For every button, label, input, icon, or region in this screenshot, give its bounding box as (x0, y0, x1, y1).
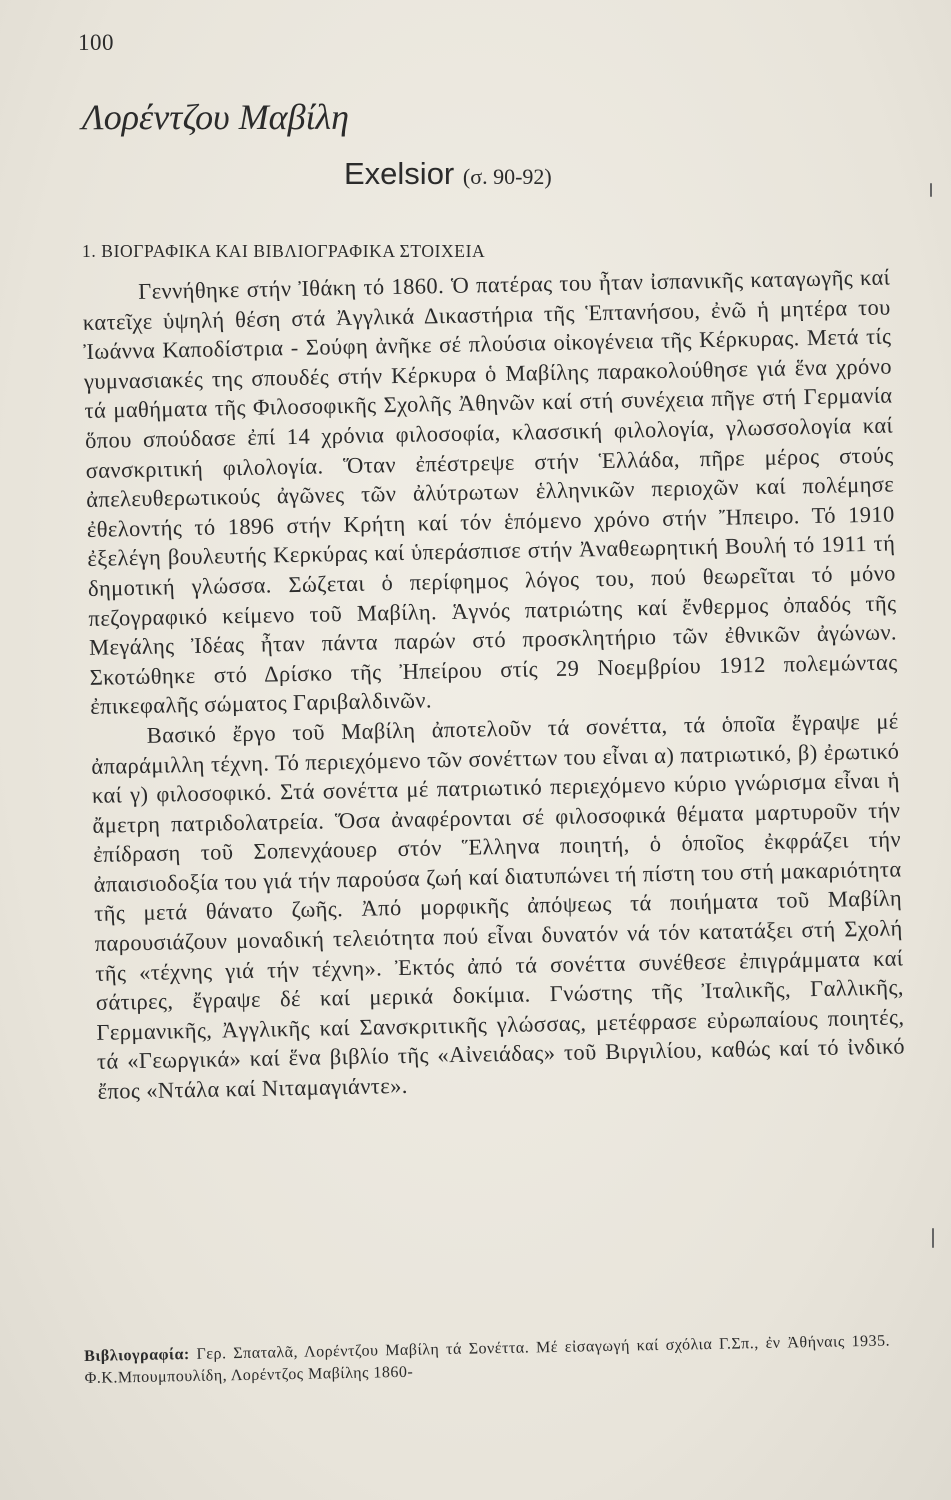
work-page-range: (σ. 90-92) (462, 164, 552, 189)
body-text (82, 262, 906, 1106)
paragraph-biography: Γεννήθηκε στήν Ἰθάκη τό 1860. Ὁ πατέρας του ἦταν ἰσπανικῆς καταγωγῆς καί κατεῖχε ὑψηλή θέση στά Ἀγγλικά Δικαστήρια τῆς Ἑπτανήσου, ἐνῶ ἡ μητέρα του Ἰωάννα Καποδίστρια - Σούφη ἀνῆκε σέ πλούσια οἰκογένεια τῆς Κέρκυρας. Μετά τίς γυμνασιακές της σπουδές στήν Κέρκυρα ὁ Μαβίλης παρακολούθησε γιά ἕνα χρόνο τά μαθήματα τῆς Φιλοσοφικῆς Σχολῆς Ἀθηνῶν καί στή συνέχεια πῆγε στή Γερμανία ὅπου σπούδασε ἐπί 14 χρόνια φιλοσοφία, κλασσική φιλολογία, γλωσσολογία καί σανσκριτική φιλολογία. Ὅταν ἐπέστρεψε στήν Ἑλλάδα, πῆρε μέρος στούς ἀπελευθερωτικούς ἀγῶνες τῶν ἀλύτρωτων ἑλληνικῶν περιοχῶν καί πολέμησε ἐθελοντής τό 1896 στήν Κρήτη καί τόν ἑπόμενο χρόνο στήν Ἤπειρο. Τό 1910 ἐξελέγη βουλευτής Κερκύρας καί ὑπεράσπισε στήν Ἀναθεωρητική Βουλή τό 1911 τή δημοτική γλώσσα. Σώζεται ὁ περίφημος λόγος του, πού θεωρεῖται τό μόνο πεζογραφικό κείμενο τοῦ Μαβίλη. Ἁγνός πατριώτης καί ἔνθερμος ὀπαδός τῆς Μεγάλης Ἰδέας ἦταν πάντα παρών στό προσκλητήριο τῶν ἐθνικῶν ἀγώνων. Σκοτώθηκε στό Δρίσκο τῆς Ἠπείρου στίς 29 Νοεμβρίου 1912 πολεμώντας ἐπικεφαλῆς σώματος Γαριβαλδινῶν. (82, 264, 898, 720)
margin-mark (930, 183, 932, 197)
bibliography-label: Βιβλιογραφία: (84, 1345, 190, 1365)
paragraph-works: Βασικό ἔργο τοῦ Μαβίλη ἀποτελοῦν τά σονέττα, τά ὁποῖα ἔγραψε μέ ἀπαράμιλλη τέχνη. Τό περιεχόμενο τῶν σονέττων του εἶναι α) πατριωτικό, β) ἐρωτικό καί γ) φιλοσοφικό. Στά σονέττα μέ πατριωτικό περιεχόμενο κύριο γνώρισμα εἶναι ἡ ἄμετρη πατριδολατρεία. Ὅσα ἀναφέρονται σέ φιλοσοφικά θέματα μαρτυροῦν τήν ἐπίδραση τοῦ Σοπενχάουερ στόν Ἕλληνα ποιητή, ὁ ὁποῖος ἐκφράζει τήν ἀπαισιοδοξία του γιά τήν παρούσα ζωή καί διατυπώνει τή πίστη του στή μακαριότητα τῆς μετά θάνατο ζωῆς. Ἀπό μορφικῆς ἀπόψεως τά ποιήματα τοῦ Μαβίλη παρουσιάζουν μοναδική τελειότητα πού εἶναι δυνατόν νά τόν κατατάξει στή Σχολή τῆς «τέχνης γιά τήν τέχνη». Ἐκτός ἀπό τά σονέττα συνέθεσε ἐπιγράμματα καί σάτιρες, ἔγραψε δέ καί μερικά δοκίμια. Γνώστης τῆς Ἰταλικῆς, Γαλλικῆς, Γερμανικῆς, Ἀγγλικῆς καί Σανσκριτικῆς γλώσσας, μετέφρασε εὐρωπαίους ποιητές, τά «Γεωργικά» καί ἕνα βιβλίο τῆς «Αἰνειάδας» τοῦ Βιργιλίου, καθώς καί τό ἰνδικό ἔπος «Ντάλα καί Νιταμαγιάντε». (91, 708, 906, 1104)
page-number: 100 (78, 30, 114, 55)
bibliography-text: Γερ. Σπαταλᾶ, Λορέντζου Μαβίλη τά Σονέττα. Μέ εἰσαγωγή καί σχόλια Γ.Σπ., ἐν Ἀθήναις 1935. Φ.Κ.Μπουμπουλίδη, Λορέντζος Μαβίλης 1860- (84, 1332, 891, 1387)
author-heading: Λορέντζου Μαβίλη (82, 97, 349, 137)
work-title-text: Exelsior (344, 156, 455, 191)
section-title: 1. ΒΙΟΓΡΑΦΙΚΑ ΚΑΙ ΒΙΒΛΙΟΓΡΑΦΙΚΑ ΣΤΟΙΧΕΙΑ (82, 241, 486, 261)
work-title (344, 156, 552, 192)
margin-mark (932, 1228, 934, 1248)
bibliography (84, 1331, 891, 1390)
